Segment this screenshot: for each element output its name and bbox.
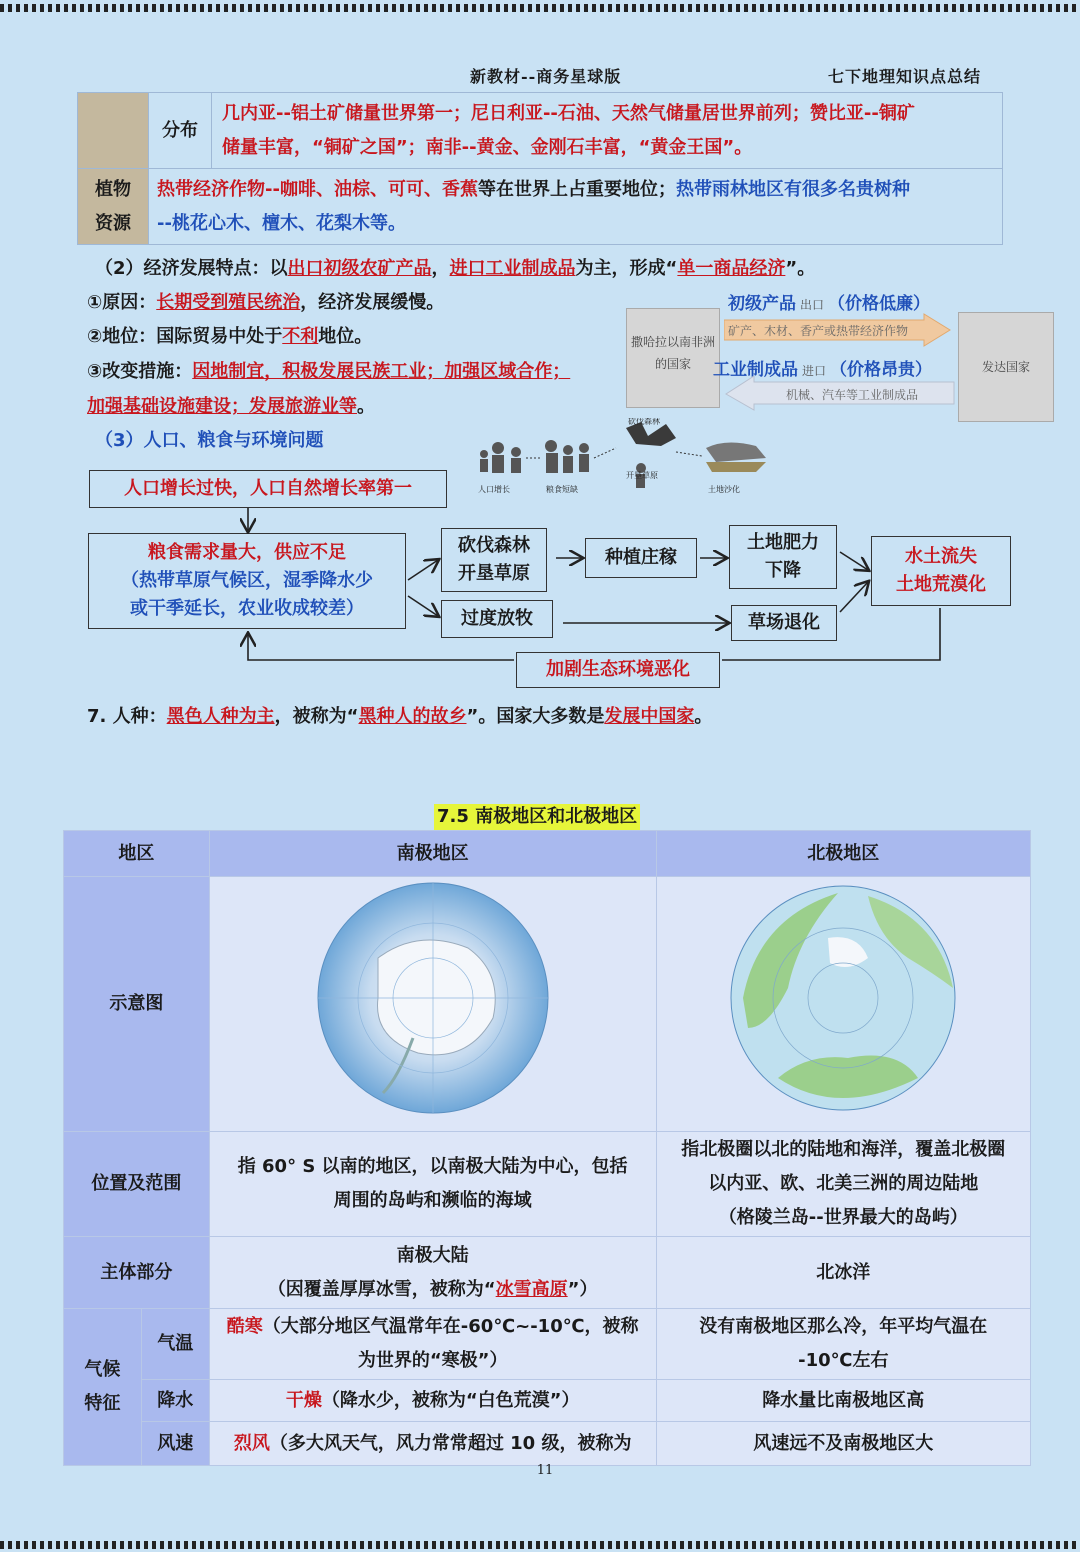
flow-graze-box: 过度放牧 xyxy=(441,600,553,638)
fig-label-4: 土地沙化 xyxy=(708,485,740,494)
developed-countries-box: 发达国家 xyxy=(958,312,1054,422)
import-arrow-text: 机械、汽车等工业制成品 xyxy=(786,388,919,402)
flow-grass-box: 草场退化 xyxy=(731,605,837,641)
north-main: 北冰洋 xyxy=(656,1237,1030,1309)
plant-status: 等在世界上占重要地位； xyxy=(477,178,676,200)
polar-table xyxy=(63,830,1031,1466)
header-left: 新教材--商务星球版 xyxy=(470,67,622,86)
fig-label-0: 人口增长 xyxy=(478,485,510,494)
flow-cut-box: 砍伐森林 开垦草原 xyxy=(441,528,547,592)
temp-label: 气温 xyxy=(141,1309,209,1380)
south-main: 南极大陆 （因覆盖厚厚冰雪，被称为“冰雪高原”） xyxy=(209,1237,656,1309)
south-map-cell xyxy=(209,877,656,1132)
fig-label-3: 开垦草原 xyxy=(626,471,658,480)
africa-countries-box: 撒哈拉以南非洲的国家 xyxy=(626,308,720,408)
section-title: 7.5 南极地区和北极地区 xyxy=(434,804,640,830)
population-title: （3）人口、粮食与环境问题 xyxy=(95,430,324,451)
header-north: 北极地区 xyxy=(656,831,1030,877)
plant-trees: --桃花心木、檀木、花梨木等。 xyxy=(157,212,406,234)
page-number: 11 xyxy=(536,1463,554,1478)
map-label: 示意图 xyxy=(64,877,210,1132)
econ-measures-2: 加强基础设施建设；发展旅游业等。 xyxy=(87,396,375,417)
north-temp: 没有南极地区那么冷，年平均气温在 -10℃左右 xyxy=(656,1309,1030,1380)
export-label: 初级产品 出口 （价格低廉） xyxy=(728,294,931,314)
north-wind: 风速远不及南极地区大 xyxy=(656,1422,1030,1466)
flow-population-box: 人口增长过快，人口自然增长率第一 xyxy=(89,470,447,508)
fig-label-2: 砍伐森林 xyxy=(628,418,660,426)
plant-crops: 热带经济作物--咖啡、油棕、可可、香蕉 xyxy=(157,178,478,200)
flow-worse-box: 加剧生态环境恶化 xyxy=(516,652,720,688)
plant-rainforest: 热带雨林地区有很多名贵树种 xyxy=(675,178,910,200)
north-precip: 降水量比南极地区高 xyxy=(656,1380,1030,1422)
plant-label-1: 植物 xyxy=(95,178,131,200)
south-precip: 干燥（降水少，被称为“白色荒漠”） xyxy=(209,1380,656,1422)
wind-label: 风速 xyxy=(141,1422,209,1466)
export-arrow-text: 矿产、木材、香产或热带经济作物 xyxy=(728,324,909,338)
bottom-border xyxy=(0,1541,1080,1549)
south-position: 指 60° S 以南的地区，以南极大陆为中心，包括 周围的岛屿和濒临的海域 xyxy=(209,1132,656,1237)
precip-label: 降水 xyxy=(141,1380,209,1422)
header-right: 七下地理知识点总结 xyxy=(828,67,982,86)
flow-soil-box: 土地肥力 下降 xyxy=(729,525,837,589)
north-position: 指北极圈以北的陆地和海洋，覆盖北极圈 以内亚、欧、北美三洲的周边陆地 （格陵兰岛--世界最大的岛屿） xyxy=(656,1132,1030,1237)
flow-plant-box: 种植庄稼 xyxy=(585,538,697,578)
north-map-cell xyxy=(656,877,1030,1132)
header-south: 南极地区 xyxy=(209,831,656,877)
flow-arrows xyxy=(0,0,1080,700)
south-temp: 酷寒（大部分地区气温常年在-60℃~-10℃，被称 为世界的“寒极”） xyxy=(209,1309,656,1380)
fig-label-1: 粮食短缺 xyxy=(546,485,578,494)
econ-position: ②地位：国际贸易中处于不利地位。 xyxy=(87,326,373,347)
antarctica-map xyxy=(308,878,558,1118)
distribution-line-1: 几内亚--铝土矿储量世界第一；尼日利亚--石油、天然气储量居世界前列；赞比亚--铜矿 xyxy=(222,102,915,124)
flow-result-box: 水土流失 土地荒漠化 xyxy=(871,536,1011,606)
position-label: 位置及范围 xyxy=(64,1132,210,1237)
south-wind: 烈风（多大风天气，风力常常超过 10 级，被称为 xyxy=(209,1422,656,1466)
import-label: 工业制成品 进口 （价格昂贵） xyxy=(713,360,933,380)
arctic-map xyxy=(718,878,968,1118)
distribution-line-2: 储量丰富，“铜矿之国”；南非--黄金、金刚石丰富，“黄金王国”。 xyxy=(222,136,753,158)
race-line: 7. 人种：黑色人种为主，被称为“黑种人的故乡”。国家大多数是发展中国家。 xyxy=(87,706,713,727)
plant-label-2: 资源 xyxy=(95,212,131,234)
header-region: 地区 xyxy=(64,831,210,877)
flow-food-box: 粮食需求量大，供应不足 （热带草原气候区，湿季降水少 或干季延长，农业收成较差） xyxy=(88,533,406,629)
main-label: 主体部分 xyxy=(64,1237,210,1309)
distribution-label: 分布 xyxy=(149,93,212,169)
econ-measures: ③改变措施：因地制宜，积极发展民族工业；加强区域合作； xyxy=(87,361,571,382)
econ-reason: ①原因：长期受到殖民统治，经济发展缓慢。 xyxy=(87,292,445,313)
econ-title: （2）经济发展特点：以出口初级农矿产品，进口工业制成品为主，形成“单一商品经济”。 xyxy=(95,258,816,279)
climate-label: 气候 特征 xyxy=(64,1309,142,1466)
